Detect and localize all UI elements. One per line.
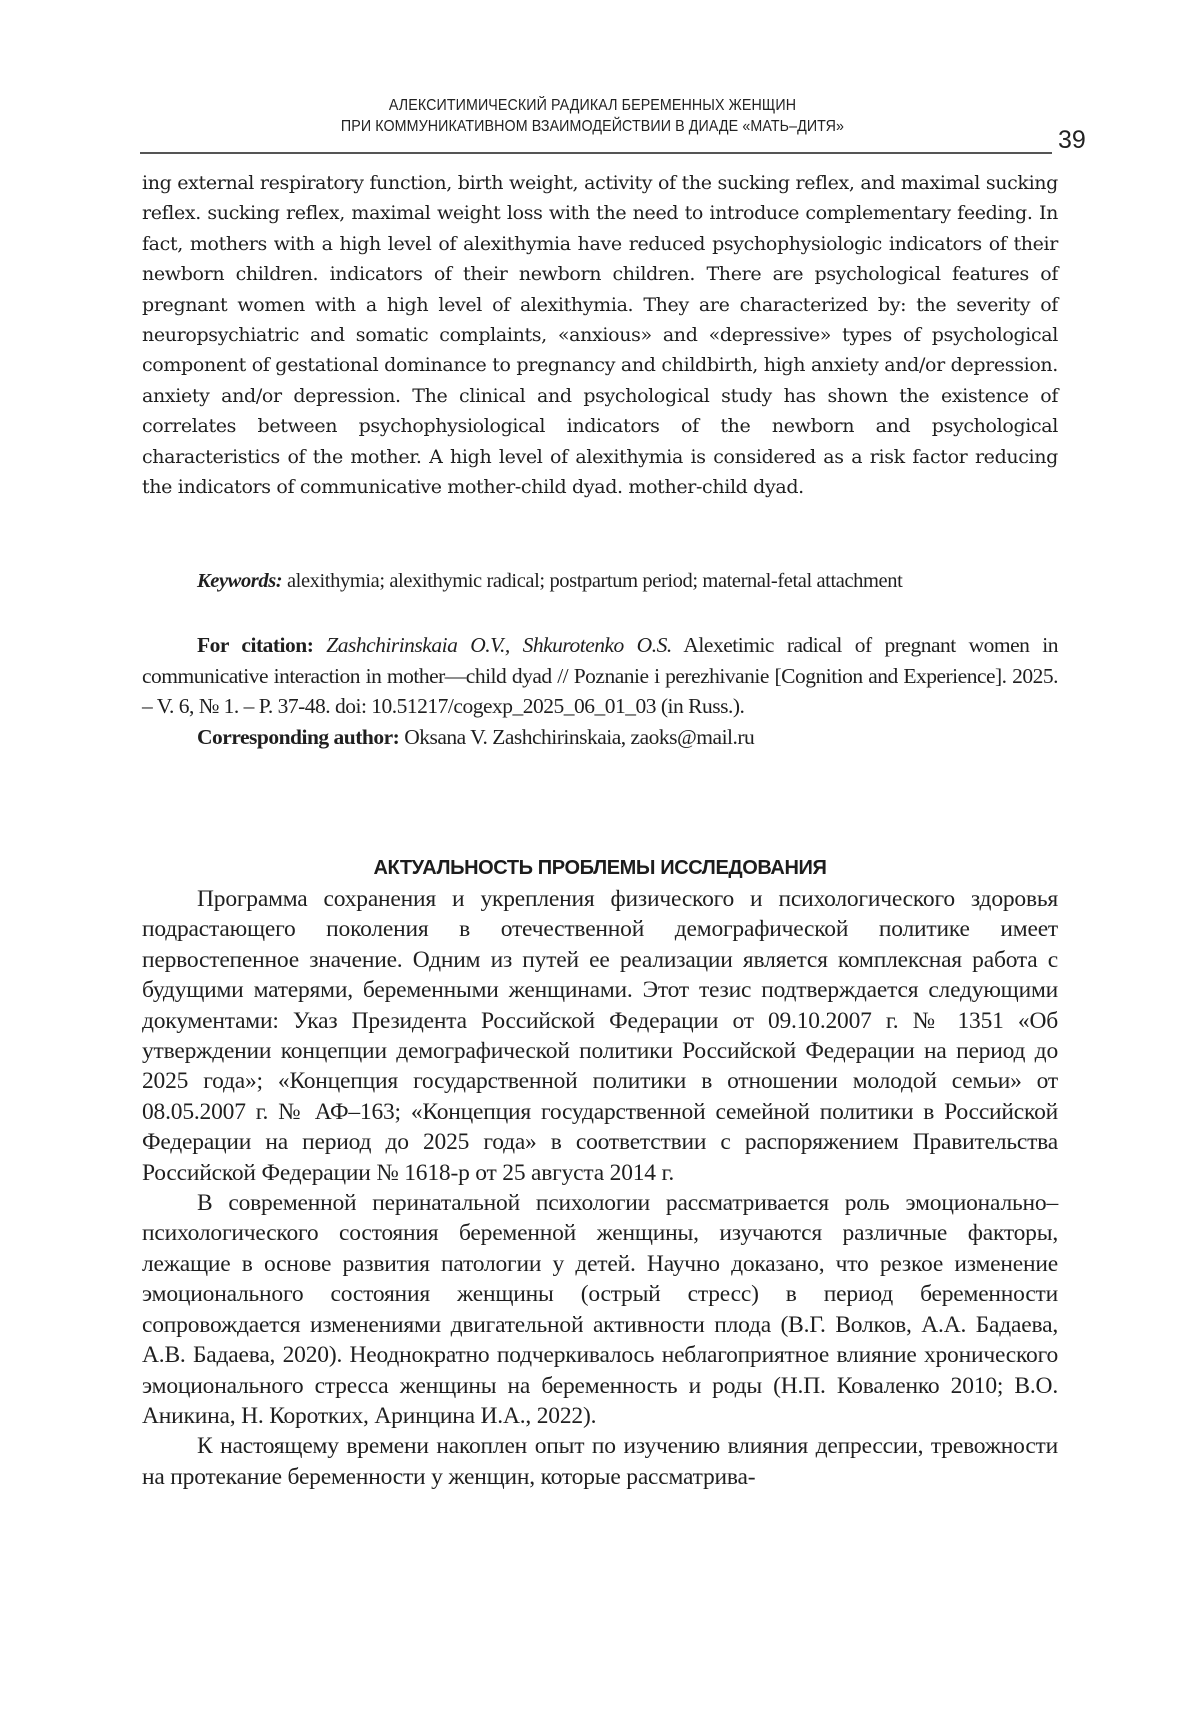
keywords — [142, 566, 1058, 596]
header-rule — [140, 152, 1052, 154]
paragraph: К настоящему времени накоплен опыт по изучению влияния депрессии, тревожности на протекание беременности у женщин, которые рассматрива- — [142, 1433, 1058, 1490]
citation-authors: Zashchirinskaia O.V., Shkurotenko O.S. — [326, 633, 672, 657]
running-title-line-1: АЛЕКСИТИМИЧЕСКИЙ РАДИКАЛ БЕРЕМЕННЫХ ЖЕНЩИН — [388, 97, 797, 114]
paragraph: В современной перинатальной психологии рассматривается роль эмоционально–психологического состояния беременной женщины, изучаются различные факторы, лежащие в основе развития патологии у детей. Научно доказано, что резкое изменение эмоционального состояния женщины (острый стресс) в период беременности сопровождается изменениями двигательной активности плода (В.Г. Волков, А.А. Бадаева, А.В. Бадаева, 2020). Неоднократно подчеркивалось неблагоприятное влияние хронического эмоционального стресса женщины на беременность и роды (Н.П. Коваленко 2010; В.О. Аникина, Н. Коротких, Аринцина И.А., 2022). — [142, 1190, 1058, 1429]
section-body — [142, 884, 1058, 1492]
keywords-text: alexithymia; alexithymic radical; postpartum period; maternal-fetal attachment — [282, 570, 903, 592]
abstract-text: ing external respiratory function, birth weight, activity of the sucking reflex, and maximal sucking reflex. sucking reflex, maximal weight loss with the need to introduce complementary feeding. In fact, mothers with a high level of alexithymia have reduced psychophysiologic indicators of their newborn children. indicators of their newborn children. There are psychological features of pregnant women with a high level of alexithymia. They are characterized by: the severity of neuropsychiatric and somatic complaints, «anxious» and «depressive» types of psychological component of gestational dominance to pregnancy and childbirth, high anxiety and/or depression. anxiety and/or depression. The clinical and psychological study has shown the existence of correlates between psychophysiological indicators of the newborn and psychological characteristics of the mother. A high level of alexithymia is considered as a risk factor reducing the indicators of communicative mother-child dyad. mother-child dyad. — [142, 172, 1058, 499]
citation-text: Alexetimic radical of pregnant women in communicative interaction in mother—child dyad // Poznanie i perezhivanie [Cognition and Experience]. 2025. – V. 6, № 1. – P. 37-48. doi: 10.51217/cogexp_2025_06_01_03 (in Russ.). — [142, 633, 1059, 718]
keywords-label: Keywords: — [197, 570, 283, 592]
corresponding-author-label: Corresponding author: — [197, 724, 400, 749]
page-number: 39 — [1058, 126, 1086, 154]
citation — [142, 630, 1058, 752]
running-title-line-2: ПРИ КОММУНИКАТИВНОМ ВЗАИМОДЕЙСТВИИ В ДИАДЕ «МАТЬ–ДИТЯ» — [340, 118, 845, 135]
section-title: АКТУАЛЬНОСТЬ ПРОБЛЕМЫ ИССЛЕДОВАНИЯ — [373, 857, 827, 879]
running-head — [176, 95, 1009, 137]
corresponding-author-text: Oksana V. Zashchirinskaia, zaoks@mail.ru — [399, 724, 755, 749]
paragraph: Программа сохранения и укрепления физического и психологического здоровья подрастающего поколения в отечественной демографической политике имеет первостепенное значение. Одним из путей ее реализации является комплексная работа с будущими матерями, беременными женщинами. Этот тезис подтверждается следующими документами: Указ Президента Российской Федерации от 09.10.2007 г. № 1351 «Об утверждении концепции демографической политики Российской Федерации на период до 2025 года»; «Концепция государственной политики в отношении молодой семьи» от 08.05.2007 г. № АФ–163; «Концепция государственной семейной политики в Российской Федерации на период до 2025 года» в соответствии с распоряжением Правительства Российской Федерации № 1618-р от 25 августа 2014 г. — [142, 886, 1058, 1186]
citation-label: For citation: — [197, 633, 314, 657]
